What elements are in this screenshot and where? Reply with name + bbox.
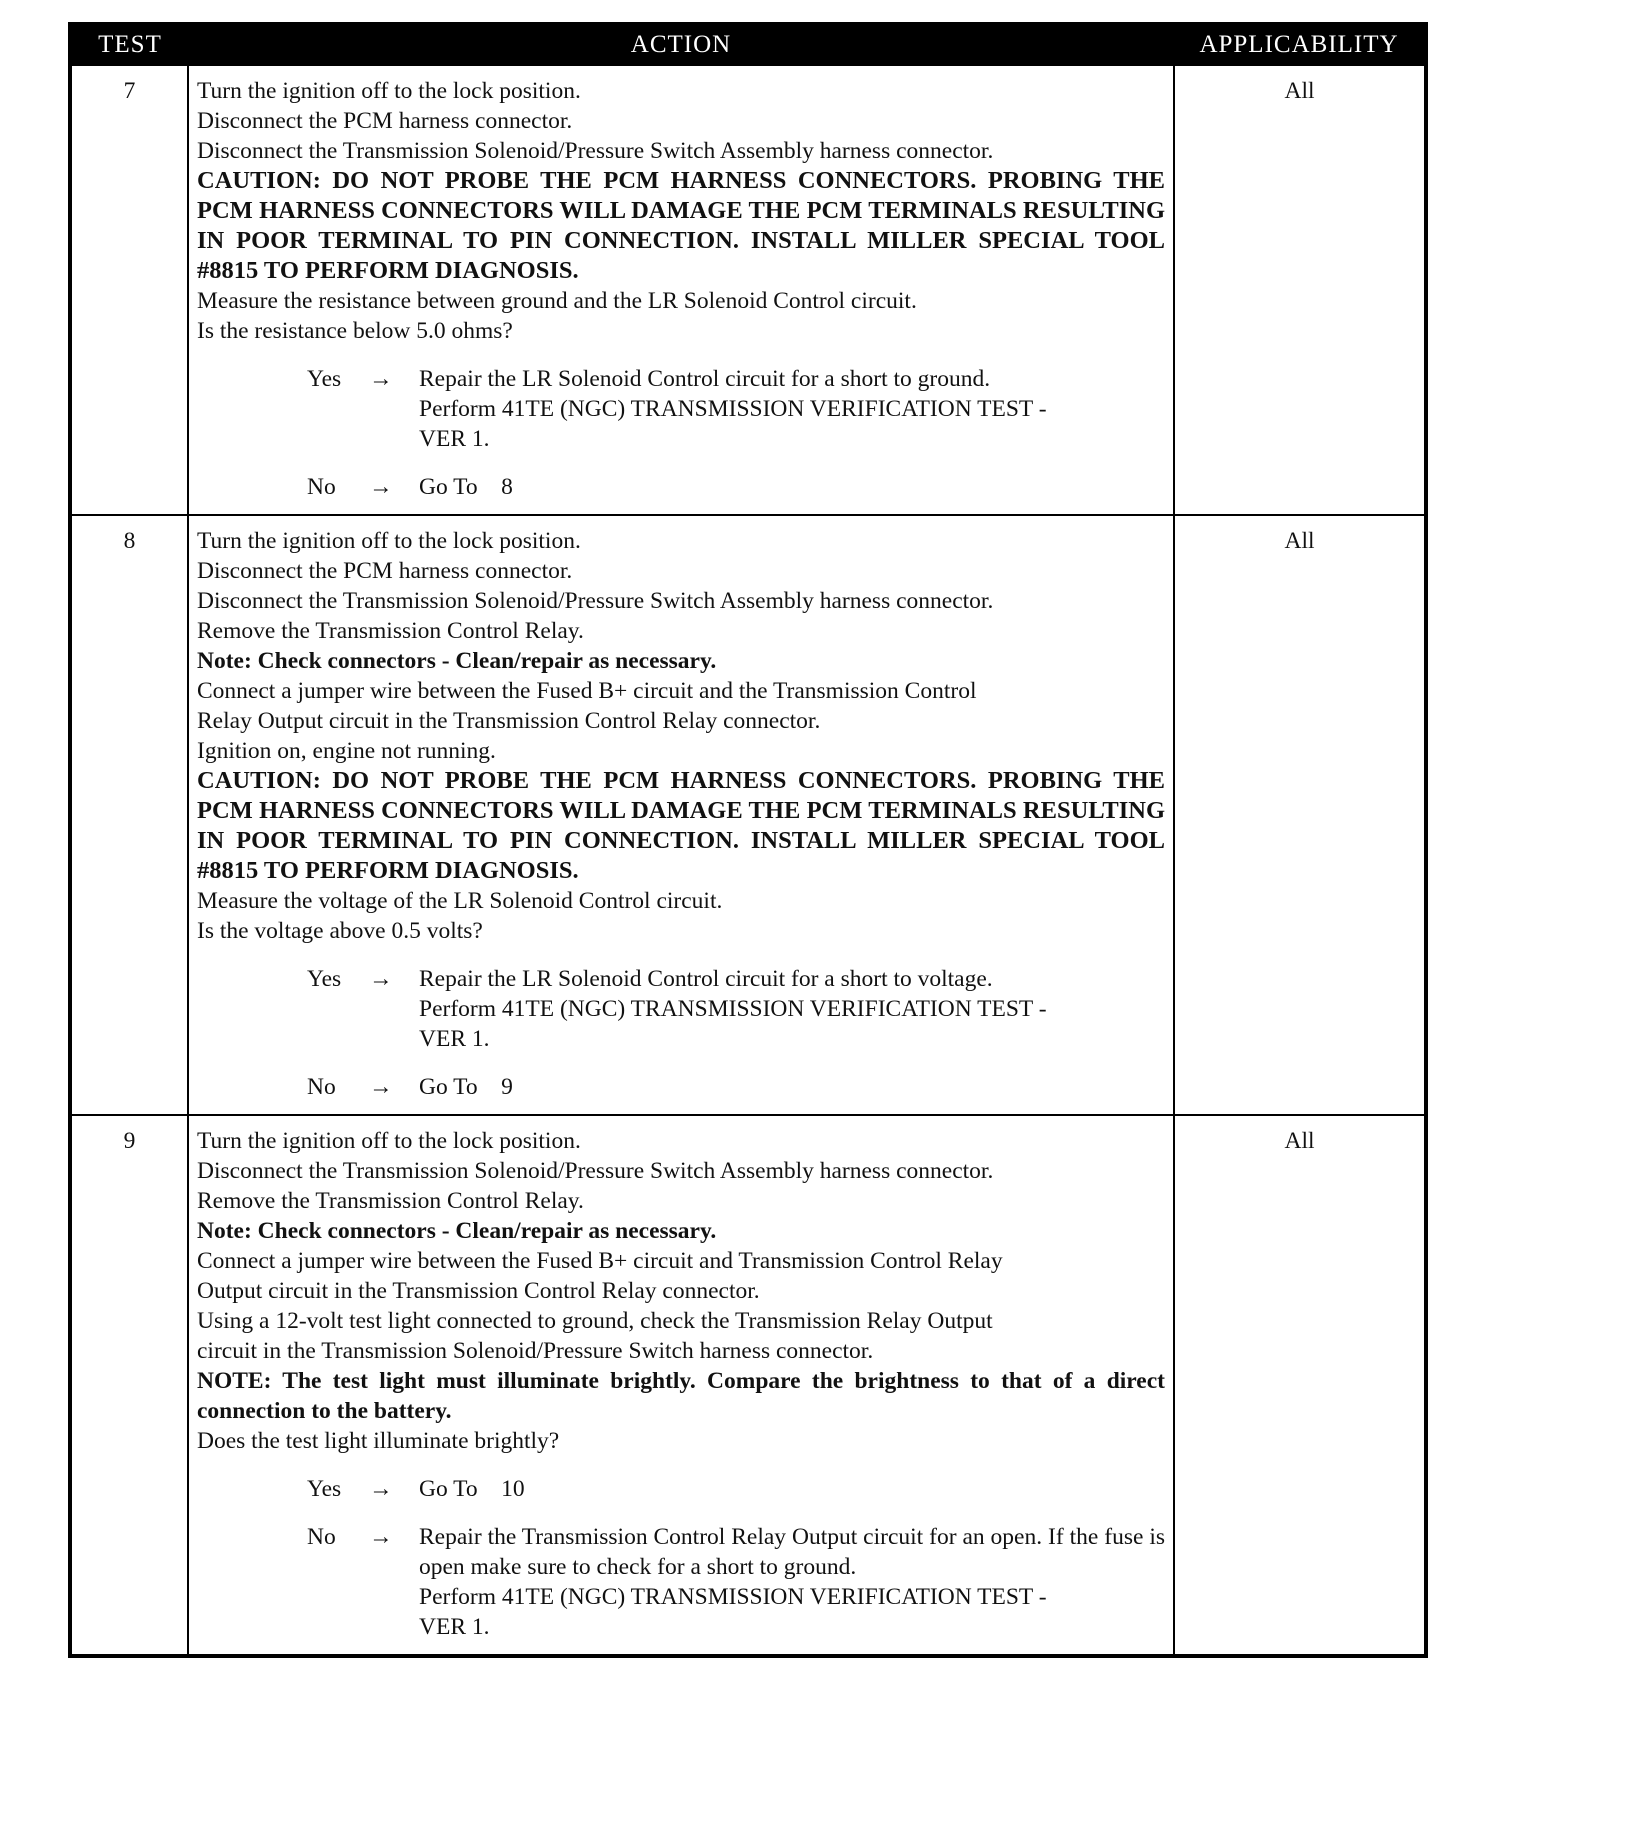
answer-line: Go To 9 <box>419 1074 513 1100</box>
answer-yes-text <box>419 1474 1165 1504</box>
answer-yes-label: Yes <box>307 1476 342 1502</box>
test-number: 8 <box>70 515 188 1115</box>
answer-no-label: No <box>307 474 336 500</box>
answer-yes-text <box>419 964 1165 1054</box>
answer-no-text <box>419 472 1165 502</box>
action-step: Using a 12-volt test light connected to ground, check the Transmission Relay Output <box>197 1308 993 1334</box>
diagnostic-table <box>68 22 1428 1658</box>
answer-line: Perform 41TE (NGC) TRANSMISSION VERIFICATION TEST - <box>419 396 1047 422</box>
answer-line: Go To 8 <box>419 474 513 500</box>
answer-line: VER 1. <box>419 426 490 452</box>
answer-no <box>197 472 1165 502</box>
action-step: Turn the ignition off to the lock position. <box>197 528 581 554</box>
answer-yes-text <box>419 364 1165 454</box>
action-question: Is the voltage above 0.5 volts? <box>197 918 483 944</box>
answer-no-text <box>419 1072 1165 1102</box>
answer-line: VER 1. <box>419 1026 490 1052</box>
action-question: Is the resistance below 5.0 ohms? <box>197 318 513 344</box>
note-text: Note: Check connectors - Clean/repair as necessary. <box>197 648 717 674</box>
arrow-right-icon: → <box>369 1476 393 1502</box>
caution-text: CAUTION: DO NOT PROBE THE PCM HARNESS CONNECTORS. PROBING THE PCM HARNESS CONNECTORS WILL DAMAGE THE PCM TERMINALS RESULTING IN POOR TERMINAL TO PIN CONNECTION. INSTALL MILLER SPECIAL TOOL #8815 TO PERFORM DIAGNOSIS. <box>197 167 1165 284</box>
answer-no <box>197 1072 1165 1102</box>
arrow-right-icon: → <box>369 366 393 392</box>
action-step: circuit in the Transmission Solenoid/Pressure Switch harness connector. <box>197 1338 874 1364</box>
answer-yes <box>197 964 1165 1054</box>
table-row-test-9 <box>70 1115 1426 1656</box>
applicability-value: All <box>1174 1115 1426 1656</box>
note-text: Note: Check connectors - Clean/repair as necessary. <box>197 1218 717 1244</box>
bold-note-text: NOTE: The test light must illuminate brightly. Compare the brightness to that of a direct connection to the battery. <box>197 1368 1165 1424</box>
arrow-right-icon: → <box>369 474 393 500</box>
action-step: Output circuit in the Transmission Control Relay connector. <box>197 1278 760 1304</box>
answer-no-label: No <box>307 1074 336 1100</box>
action-step: Ignition on, engine not running. <box>197 738 496 764</box>
action-step: Disconnect the Transmission Solenoid/Pressure Switch Assembly harness connector. <box>197 588 994 614</box>
answer-paragraph: Repair the Transmission Control Relay Output circuit for an open. If the fuse is open make sure to check for a short to ground. <box>419 1524 1165 1580</box>
test-number: 9 <box>70 1115 188 1656</box>
answer-no-label: No <box>307 1524 336 1550</box>
answer-line: Repair the LR Solenoid Control circuit for a short to voltage. <box>419 966 993 992</box>
action-step: Measure the resistance between ground and the LR Solenoid Control circuit. <box>197 288 917 314</box>
answer-no-text <box>419 1522 1165 1642</box>
header-action: ACTION <box>188 24 1174 65</box>
answer-yes-label: Yes <box>307 966 342 992</box>
action-step: Turn the ignition off to the lock position. <box>197 1128 581 1154</box>
test-number: 7 <box>70 65 188 515</box>
arrow-right-icon: → <box>369 1074 393 1100</box>
caution-text: CAUTION: DO NOT PROBE THE PCM HARNESS CONNECTORS. PROBING THE PCM HARNESS CONNECTORS WILL DAMAGE THE PCM TERMINALS RESULTING IN POOR TERMINAL TO PIN CONNECTION. INSTALL MILLER SPECIAL TOOL #8815 TO PERFORM DIAGNOSIS. <box>197 767 1165 884</box>
action-cell <box>188 515 1174 1115</box>
table-row-test-7 <box>70 65 1426 515</box>
action-step: Remove the Transmission Control Relay. <box>197 1188 584 1214</box>
arrow-right-icon: → <box>369 1524 393 1550</box>
action-step: Disconnect the Transmission Solenoid/Pressure Switch Assembly harness connector. <box>197 138 994 164</box>
action-step: Remove the Transmission Control Relay. <box>197 618 584 644</box>
header-applicability: APPLICABILITY <box>1174 24 1426 65</box>
applicability-value: All <box>1174 515 1426 1115</box>
action-cell <box>188 65 1174 515</box>
answer-line: VER 1. <box>419 1614 490 1640</box>
action-step: Connect a jumper wire between the Fused B+ circuit and Transmission Control Relay <box>197 1248 1003 1274</box>
action-step: Connect a jumper wire between the Fused B+ circuit and the Transmission Control <box>197 678 977 704</box>
action-step: Relay Output circuit in the Transmission Control Relay connector. <box>197 708 821 734</box>
answer-line: Go To 10 <box>419 1476 525 1502</box>
action-step: Measure the voltage of the LR Solenoid Control circuit. <box>197 888 723 914</box>
answer-no <box>197 1522 1165 1642</box>
arrow-right-icon: → <box>369 966 393 992</box>
action-step: Disconnect the Transmission Solenoid/Pressure Switch Assembly harness connector. <box>197 1158 994 1184</box>
action-step: Turn the ignition off to the lock position. <box>197 78 581 104</box>
action-question: Does the test light illuminate brightly? <box>197 1428 560 1454</box>
table-header-row <box>70 24 1426 65</box>
action-step: Disconnect the PCM harness connector. <box>197 558 573 584</box>
header-test: TEST <box>70 24 188 65</box>
answer-line: Perform 41TE (NGC) TRANSMISSION VERIFICATION TEST - <box>419 996 1047 1022</box>
answer-line: Perform 41TE (NGC) TRANSMISSION VERIFICATION TEST - <box>419 1584 1047 1610</box>
applicability-value: All <box>1174 65 1426 515</box>
answer-yes <box>197 1474 1165 1504</box>
table-row-test-8 <box>70 515 1426 1115</box>
action-step: Disconnect the PCM harness connector. <box>197 108 573 134</box>
action-cell <box>188 1115 1174 1656</box>
answer-line: Repair the LR Solenoid Control circuit for a short to ground. <box>419 366 991 392</box>
answer-yes-label: Yes <box>307 366 342 392</box>
answer-yes <box>197 364 1165 454</box>
